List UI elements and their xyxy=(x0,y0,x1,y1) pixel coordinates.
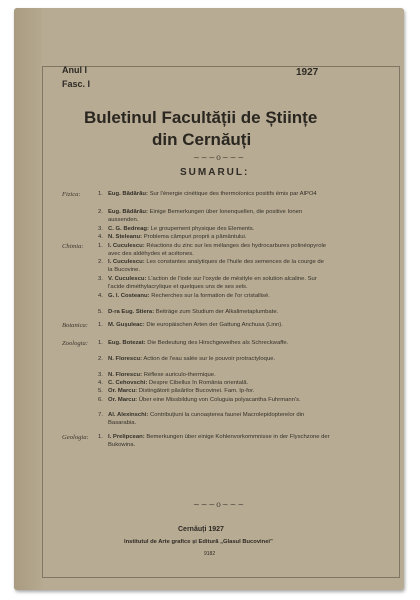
entry-author: N. Florescu: xyxy=(108,372,143,378)
entry-author: M. Guşuleac: xyxy=(108,322,145,328)
summary-entry xyxy=(98,372,330,380)
section-label: Botanica: xyxy=(62,322,89,329)
summary-entry xyxy=(98,388,330,396)
section-label: Fizica: xyxy=(62,191,81,198)
entry-number: 6. xyxy=(98,397,103,403)
entry-title: Recherches sur la formation de l'or cristallisé. xyxy=(151,293,270,299)
entry-author: N. Steleanu: xyxy=(108,234,143,240)
entry-title: Beiträge zum Studium der Alkalimetaplumbate. xyxy=(155,309,279,315)
summary-entry xyxy=(98,243,330,258)
summary-entry xyxy=(98,276,330,291)
entry-number: 5. xyxy=(98,388,103,394)
section-label: Geologia: xyxy=(62,434,89,441)
entry-title: Réflexe auriculo-thermique. xyxy=(143,372,216,378)
summary-entry xyxy=(98,412,330,427)
entry-number: 3. xyxy=(98,226,103,232)
summary-entry xyxy=(98,293,330,301)
title-line-2: din Cernăuți xyxy=(152,130,252,149)
entry-author: G. I. Costeanu: xyxy=(108,293,150,299)
entry-author: C. Cehovschi: xyxy=(108,380,148,386)
entry-author: Or. Marcu: xyxy=(108,388,138,394)
entry-author: N. Florescu: xyxy=(108,356,143,362)
bottom-ornament: ~~~o~~~ xyxy=(193,500,246,509)
summary-entry xyxy=(98,234,330,242)
entry-author: Eug. Botezat: xyxy=(108,340,146,346)
entry-number: 4. xyxy=(98,380,103,386)
entry-title: Problema câmpuri proprii a pământului. xyxy=(143,234,247,240)
entry-title: Despre Cibellus în România orientală. xyxy=(148,380,249,386)
section-label: Zoologia: xyxy=(62,340,89,347)
summary-entry xyxy=(98,356,330,364)
footer-publisher: Institutul de Arte grafice și Editură „Glasul Bucovinei” xyxy=(124,539,273,545)
entry-number: 1. xyxy=(98,322,103,328)
summary-entry xyxy=(98,309,330,317)
entry-number: 2. xyxy=(98,209,103,215)
footer-city-year: Cernăuți 1927 xyxy=(178,526,224,533)
entry-author: Or. Marcu: xyxy=(108,397,138,403)
entry-number: 1. xyxy=(98,191,103,197)
section-label: Chimia: xyxy=(62,243,84,250)
entry-number: 7. xyxy=(98,412,103,418)
summary-entry xyxy=(98,322,330,330)
entry-number: 3. xyxy=(98,276,103,282)
cover-spine xyxy=(14,8,42,590)
title-line-1: Buletinul Facultății de Științe xyxy=(84,108,318,127)
entry-author: I. Prelipcean: xyxy=(108,434,145,440)
title-ornament: ~~~o~~~ xyxy=(193,153,246,162)
summary-entry xyxy=(98,259,330,274)
entry-number: 2. xyxy=(98,356,103,362)
entry-title: Réactions du zinc sur les mélanges des hydrocarbures polinéopyrole avec des aldéhydes et acétones. xyxy=(108,243,327,257)
volume-label: Anul I xyxy=(62,65,87,75)
entry-author: I. Cuculescu: xyxy=(108,243,145,249)
entry-number: 4. xyxy=(98,293,103,299)
entry-title: Einige Bemerkungen über Ionenquellen, die positive Ionen aussenden. xyxy=(108,209,303,223)
entry-title: Action de l'eau salée sur le pouvoir protractyloque. xyxy=(143,356,276,362)
footer-code: 9182 xyxy=(204,551,216,557)
summary-entry xyxy=(98,340,330,348)
summary-entry xyxy=(98,209,330,224)
entry-title: L'action de l'iode sur l'oxyde de mésityle en solution alcaline. Sur l'acide diméthylacrylique et quelques uns de ses sels. xyxy=(108,276,317,290)
entry-author: I. Cuculescu: xyxy=(108,259,145,265)
entry-number: 1. xyxy=(98,243,103,249)
summary-entry xyxy=(98,434,330,449)
summary-entry xyxy=(98,380,330,388)
entry-title: Les constantes analytiques de l'huile des semences de la courge de la Bucovine. xyxy=(108,259,324,273)
entry-author: Eug. Bădărău: xyxy=(108,191,148,197)
entry-number: 1. xyxy=(98,340,103,346)
entry-title: Le groupement physique des Elements. xyxy=(150,226,255,232)
entry-number: 1. xyxy=(98,434,103,440)
entry-title: Über eine Missbildung von Coluguia polyacantha Fuhrmann's. xyxy=(138,397,301,403)
entry-number: 5. xyxy=(98,309,103,315)
entry-author: Al. Alexinschi: xyxy=(108,412,149,418)
entry-title: Die europäischen Arten der Gattung Anchusa (Linn). xyxy=(146,322,283,328)
fascicle-label: Fasc. I xyxy=(62,79,91,89)
summary-heading: SUMARUL: xyxy=(180,167,250,178)
entry-author: Eug. Bădărău: xyxy=(108,209,148,215)
summary-entry xyxy=(98,226,330,234)
entry-title: Die Bedeutung des Hirschgeweihes als Schreckwaffe. xyxy=(147,340,289,346)
entry-title: Sur l'énergie cinétique des thermoïonics positifs émis par AlPO4 xyxy=(149,191,317,197)
entry-number: 3. xyxy=(98,372,103,378)
entry-author: V. Cuculescu: xyxy=(108,276,147,282)
entry-author: D-ra Eug. Stiera: xyxy=(108,309,155,315)
entry-number: 4. xyxy=(98,234,103,240)
entry-title: Bemerkungen über einige Kohlenvorkommnisse in der Flyschzone der Bukowina. xyxy=(108,434,330,448)
year-label: 1927 xyxy=(296,67,319,78)
entry-title: Contribuțiuni la cunoașterea faunei Macrolepidopterelor din Basarabia. xyxy=(108,412,305,426)
entry-author: C. G. Bedreag: xyxy=(108,226,149,232)
entry-number: 2. xyxy=(98,259,103,265)
summary-entry xyxy=(98,191,330,199)
entry-title: Distingătorii păsărilor Bucovinei. Fam. Ip-for. xyxy=(138,388,255,394)
summary-entry xyxy=(98,397,330,405)
